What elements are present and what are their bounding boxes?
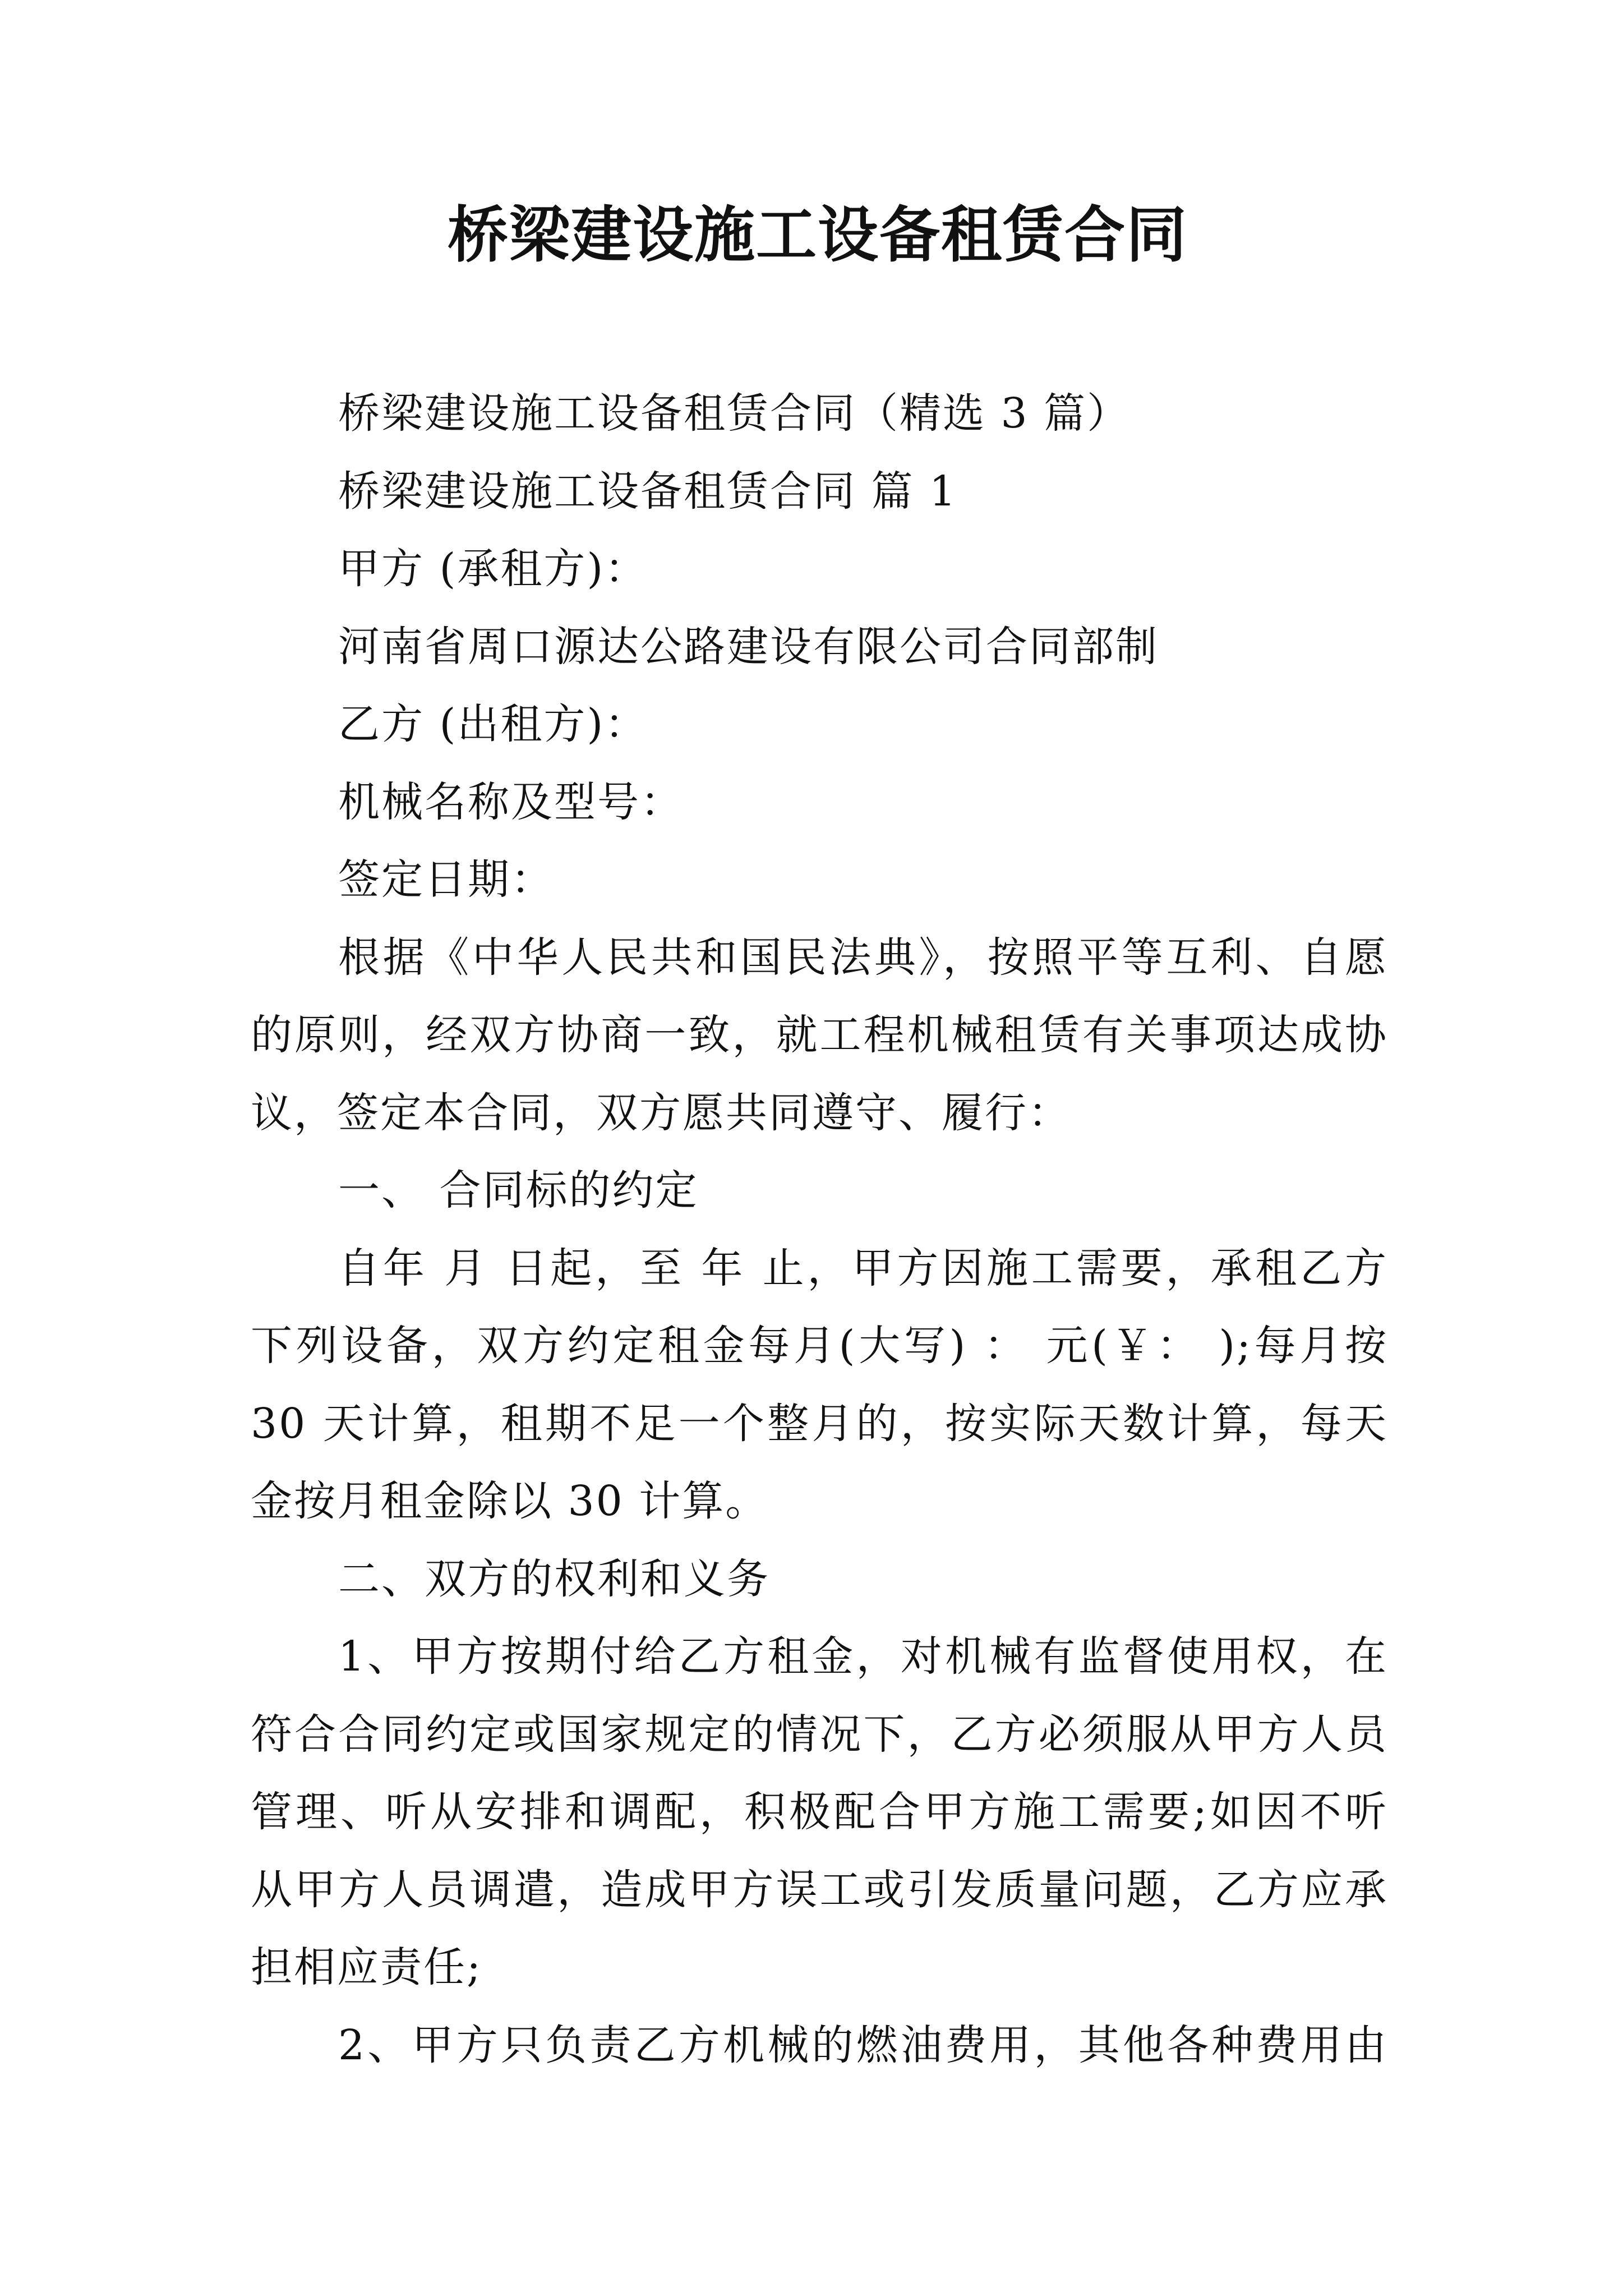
- party-a-label: [251, 530, 1388, 608]
- text-line: 桥梁建设施工设备租赁合同（精选 3 篇）: [338, 389, 1131, 438]
- text-line: 二、双方的权利和义务: [338, 1554, 770, 1603]
- text-line: 甲方 (承租方)：: [338, 545, 648, 593]
- text-line: 根据《中华人民共和国民法典》，按照平等互利、自愿: [338, 933, 1388, 982]
- preamble-paragraph: [251, 919, 1388, 1152]
- clause-2-2-paragraph: [251, 2007, 1388, 2085]
- text-line: 的原则，经双方协商一致，就工程机械租赁有关事项达成协: [251, 1011, 1388, 1059]
- text-line: 一、 合同标的约定: [338, 1166, 699, 1214]
- collection-heading: [251, 375, 1388, 453]
- clause-2-1-paragraph: [251, 1618, 1388, 2007]
- text-line: 从甲方人员调遣，造成甲方误工或引发质量问题，乙方应承: [251, 1865, 1388, 1914]
- text-line: 金按月租金除以 30 计算。: [251, 1477, 769, 1525]
- article-heading: [251, 453, 1388, 531]
- text-line: 管理、听从安排和调配，积极配合甲方施工需要;如因不听: [251, 1788, 1388, 1836]
- text-line: 河南省周口源达公路建设有限公司合同部制: [338, 622, 1159, 671]
- section-1-paragraph: [251, 1230, 1388, 1540]
- text-line: 议，签定本合同，双方愿共同遵守、履行：: [251, 1088, 1071, 1137]
- party-a-name: [251, 608, 1388, 686]
- text-line: 1、甲方按期付给乙方租金，对机械有监督使用权，在: [338, 1632, 1388, 1681]
- text-line: 2、甲方只负责乙方机械的燃油费用，其他各种费用由: [338, 2021, 1388, 2069]
- signing-date-label: [251, 841, 1388, 919]
- text-line: 自年 月 日起，至 年 止，甲方因施工需要，承租乙方: [338, 1244, 1388, 1292]
- text-line: 机械名称及型号：: [338, 777, 684, 826]
- document-title: 桥梁建设施工设备租赁合同: [447, 200, 1188, 270]
- text-line: 符合合同约定或国家规定的情况下，乙方必须服从甲方人员: [251, 1710, 1388, 1759]
- section-1-heading: [251, 1152, 1388, 1230]
- machine-name-label: [251, 763, 1388, 841]
- document-body: [251, 375, 1388, 2084]
- text-line: 签定日期：: [338, 855, 554, 904]
- text-line: 下列设备，双方约定租金每月(大写) ： 元(￥： );每月按: [251, 1322, 1388, 1370]
- text-line: 乙方 (出租方)：: [338, 700, 648, 748]
- text-line: 30 天计算，租期不足一个整月的，按实际天数计算，每天: [251, 1399, 1388, 1448]
- text-line: 桥梁建设施工设备租赁合同 篇 1: [338, 467, 958, 516]
- text-line: 担相应责任;: [251, 1943, 482, 1991]
- section-2-heading: [251, 1540, 1388, 1618]
- party-b-label: [251, 685, 1388, 763]
